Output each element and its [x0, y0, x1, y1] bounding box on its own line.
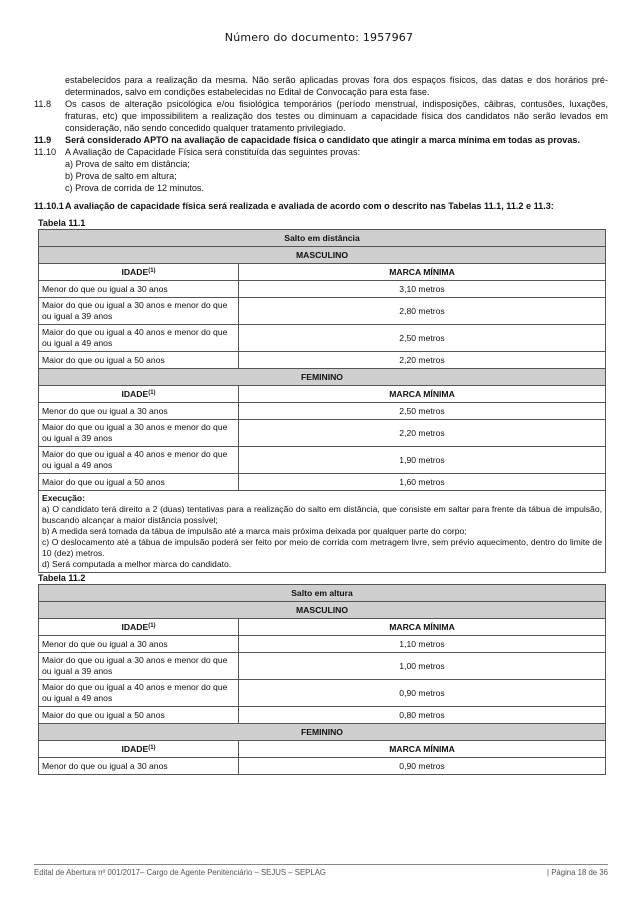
footnote-marker: (1) — [148, 744, 156, 751]
table-row: Maior do que ou igual a 50 anos 1,60 metros — [39, 474, 606, 491]
table-row: Maior do que ou igual a 50 anos 2,20 metros — [39, 352, 606, 369]
execution-line: b) A medida será tomada da tábua de impulsão até a marca mais próxima deixada por qualquer parte do corpo; — [42, 526, 467, 536]
item-text: A avaliação de capacidade física será realizada e avaliada de acordo com o descrito nas Tabelas 11.1, 11.2 e 11.3: — [65, 201, 554, 211]
page-footer — [34, 864, 608, 877]
column-header-marca: MARCA MÍNIMA — [239, 619, 606, 636]
item-text: A Avaliação de Capacidade Física será constituída das seguintes provas: — [65, 147, 361, 157]
footer-edital: Edital de Abertura nº 001/2017– Cargo de Agente Penitenciário – SEJUS – SEPLAG — [34, 868, 326, 877]
column-header-marca: MARCA MÍNIMA — [239, 264, 606, 281]
table-row: Menor do que ou igual a 30 anos 0,90 metros — [39, 758, 606, 775]
column-header-marca: MARCA MÍNIMA — [239, 741, 606, 758]
item-text: Será considerado APTO na avaliação de capacidade física o candidato que atingir a marca mínima em todas as provas. — [65, 135, 580, 145]
sub-item: c) Prova de corrida de 12 minutos. — [65, 183, 204, 193]
column-header-idade: IDADE$^{(1)}$ — [39, 741, 239, 758]
execution-line: a) O candidato terá direito a 2 (duas) tentativas para a realização do salto em distância, que consiste em saltar para frente da tábua de impulsão, buscando alcançar a maior distância possível; — [42, 504, 602, 525]
item-11-8 — [34, 98, 608, 134]
sub-item: a) Prova de salto em distância; — [65, 159, 190, 169]
table-row: Menor do que ou igual a 30 anos 2,50 metros — [39, 403, 606, 420]
table-title: Salto em altura — [39, 585, 606, 602]
column-header-idade: IDADE$^{(1)}$ — [39, 386, 239, 403]
column-header-marca: MARCA MÍNIMA — [239, 386, 606, 403]
item-number: 11.8 — [34, 99, 52, 109]
document-number: Número do documento: 1957967 — [224, 31, 414, 44]
section-header-feminino: FEMININO — [39, 724, 606, 741]
table-salto-altura — [38, 584, 606, 775]
table-row: Maior do que ou igual a 40 anos e menor do que ou igual a 49 anos 2,50 metros — [39, 325, 606, 352]
table-row: Maior do que ou igual a 30 anos e menor do que ou igual a 39 anos 2,80 metros — [39, 298, 606, 325]
section-header-masculino: MASCULINO — [39, 247, 606, 264]
table-caption: Tabela 11.2 — [38, 573, 86, 583]
table-row: Maior do que ou igual a 30 anos e menor do que ou igual a 39 anos 1,00 metros — [39, 653, 606, 680]
section-header-masculino: MASCULINO — [39, 602, 606, 619]
column-header-idade: IDADE$^{(1)}$ — [39, 619, 239, 636]
item-number: 11.10.1 — [34, 201, 64, 211]
table-caption: Tabela 11.1 — [38, 218, 86, 228]
execution-title: Execução: — [42, 493, 85, 503]
table-row: Maior do que ou igual a 40 anos e menor do que ou igual a 49 anos 0,90 metros — [39, 680, 606, 707]
table-row: Maior do que ou igual a 40 anos e menor do que ou igual a 49 anos 1,90 metros — [39, 447, 606, 474]
page-number: | Página 18 de 36 — [547, 868, 608, 877]
footnote-marker: (1) — [148, 267, 156, 274]
item-number: 11.9 — [34, 135, 52, 145]
section-header-feminino: FEMININO — [39, 369, 606, 386]
column-header-idade: IDADE$^{(1)}$ — [39, 264, 239, 281]
table-salto-distancia — [38, 229, 606, 573]
sub-item: b) Prova de salto em altura; — [65, 171, 177, 181]
item-11-10 — [34, 146, 608, 158]
item-11-10-1 — [34, 200, 608, 212]
table-title: Salto em distância — [39, 230, 606, 247]
execution-line: c) O deslocamento até a tábua de impulsão poderá ser feito por meio de corrida com metragem livre, sem prévio aquecimento, dentro do limite de 10 (dez) metros. — [42, 537, 602, 558]
footnote-marker: (1) — [148, 389, 156, 396]
item-11-9 — [34, 134, 608, 146]
document-body — [34, 74, 608, 775]
execution-line: d) Será computada a melhor marca do candidato. — [42, 559, 232, 569]
paragraph-text: estabelecidos para a realização da mesma. Não serão aplicadas provas fora dos espaços físicos, das datas e dos horários pré-determinados, salvo em condições estabelecidas no Edital de Convocação para esta fase. — [65, 75, 608, 97]
table-row: Menor do que ou igual a 30 anos 3,10 metros — [39, 281, 606, 298]
footnote-marker: (1) — [148, 622, 156, 629]
table-row: Maior do que ou igual a 50 anos 0,80 metros — [39, 707, 606, 724]
execution-notes — [39, 491, 606, 573]
table-row: Maior do que ou igual a 30 anos e menor do que ou igual a 39 anos 2,20 metros — [39, 420, 606, 447]
item-number: 11.10 — [34, 147, 57, 157]
table-row: Menor do que ou igual a 30 anos 1,10 metros — [39, 636, 606, 653]
item-text: Os casos de alteração psicológica e/ou fisiológica temporários (período menstrual, indisposições, câibras, contusões, luxações, fraturas, etc) que impossibilitem a realização dos testes ou diminuam a capacidade física dos candidatos não serão levados em consideração, não sendo concedido qualquer tratamento privilegiado. — [65, 99, 608, 133]
paragraph-continuation — [34, 74, 608, 98]
